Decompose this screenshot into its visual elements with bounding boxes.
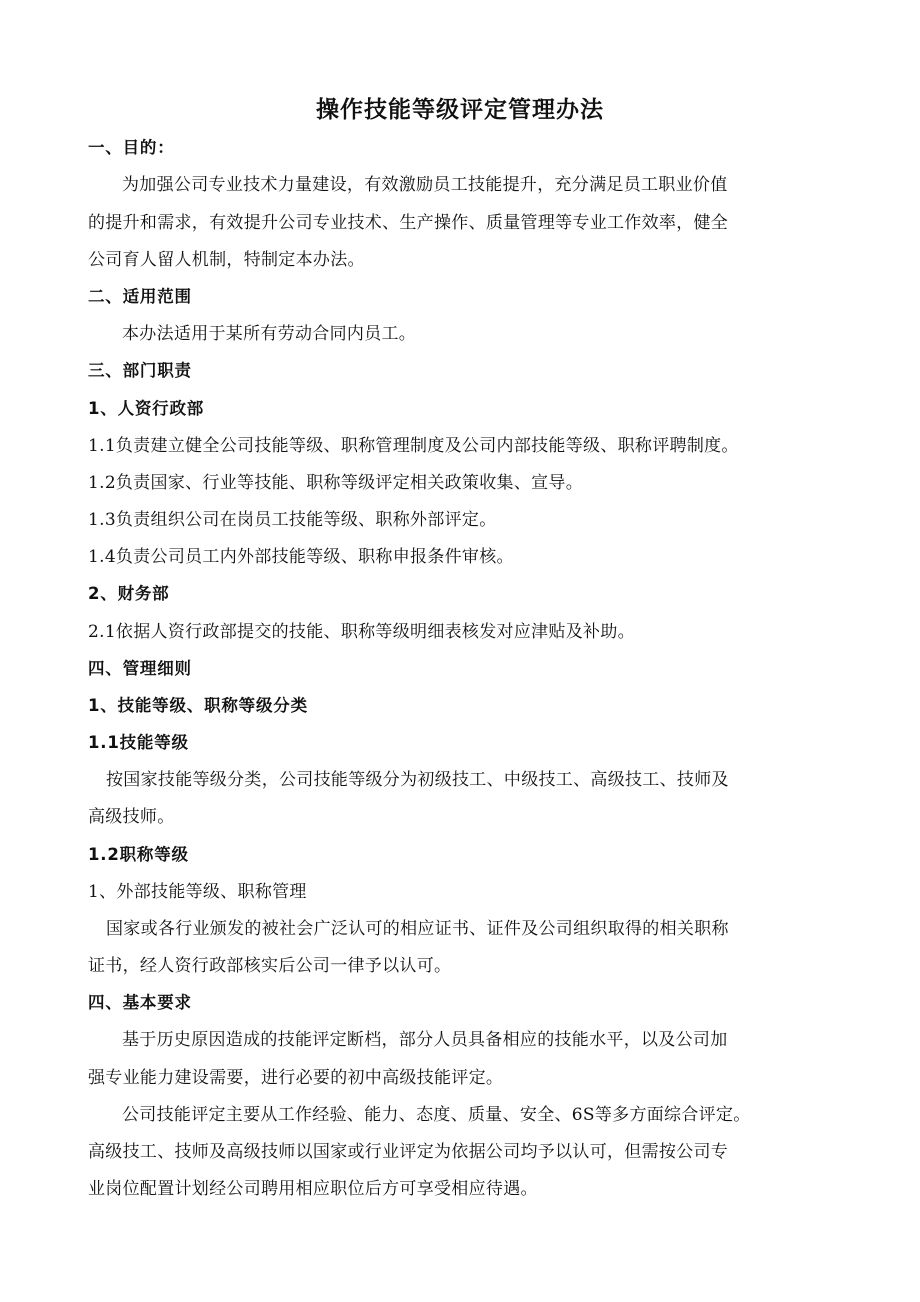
section-heading-management: 四、管理细则: [88, 659, 192, 678]
section-heading-purpose: 一、目的：: [88, 138, 175, 157]
paragraph-line: 本办法适用于某所有劳动合同内员工。: [122, 324, 417, 344]
subsection-heading: 1.1技能等级: [88, 733, 189, 752]
paragraph-line: 按国家技能等级分类，公司技能等级分为初级技工、中级技工、高级技工、技师及: [106, 770, 729, 790]
list-item: 2.1依据人资行政部提交的技能、职称等级明细表核发对应津贴及补助。: [88, 622, 635, 642]
list-item: 1.2负责国家、行业等技能、职称等级评定相关政策收集、宣导。: [88, 473, 584, 493]
paragraph-line: 公司育人留人机制，特制定本办法。: [88, 250, 365, 270]
subsection-heading: 1、人资行政部: [88, 399, 205, 418]
paragraph-line: 强专业能力建设需要，进行必要的初中高级技能评定。: [88, 1068, 504, 1088]
section-heading-responsibilities: 三、部门职责: [88, 361, 192, 380]
subsection-heading: 2、财务部: [88, 584, 170, 603]
list-item: 1.4负责公司员工内外部技能等级、职称申报条件审核。: [88, 547, 514, 567]
paragraph-line: 高级技工、技师及高级技师以国家或行业评定为依据公司均予以认可，但需按公司专: [88, 1142, 729, 1162]
section-heading-scope: 二、适用范围: [88, 287, 192, 306]
paragraph-line: 高级技师。: [88, 807, 175, 827]
section-heading-requirements: 四、基本要求: [88, 993, 192, 1012]
paragraph-line: 的提升和需求，有效提升公司专业技术、生产操作、质量管理等专业工作效率，健全: [88, 213, 729, 233]
list-item: 1.1负责建立健全公司技能等级、职称管理制度及公司内部技能等级、职称评聘制度。: [88, 436, 739, 456]
subsection-heading: 1、技能等级、职称等级分类: [88, 696, 308, 715]
paragraph-line: 1、外部技能等级、职称管理: [88, 882, 307, 902]
paragraph-line: 证书，经人资行政部核实后公司一律予以认可。: [88, 956, 452, 976]
subsection-heading: 1.2职称等级: [88, 845, 189, 864]
list-item: 1.3负责组织公司在岗员工技能等级、职称外部评定。: [88, 510, 497, 530]
paragraph-line: 为加强公司专业技术力量建设，有效激励员工技能提升，充分满足员工职业价值: [122, 175, 728, 195]
paragraph-line: 基于历史原因造成的技能评定断档，部分人员具备相应的技能水平，以及公司加: [122, 1030, 728, 1050]
paragraph-line: 公司技能评定主要从工作经验、能力、态度、质量、安全、6S等多方面综合评定。: [122, 1105, 751, 1125]
paragraph-line: 业岗位配置计划经公司聘用相应职位后方可享受相应待遇。: [88, 1179, 538, 1199]
document-title: 操作技能等级评定管理办法: [316, 97, 604, 123]
paragraph-line: 国家或各行业颁发的被社会广泛认可的相应证书、证件及公司组织取得的相关职称: [106, 919, 729, 939]
